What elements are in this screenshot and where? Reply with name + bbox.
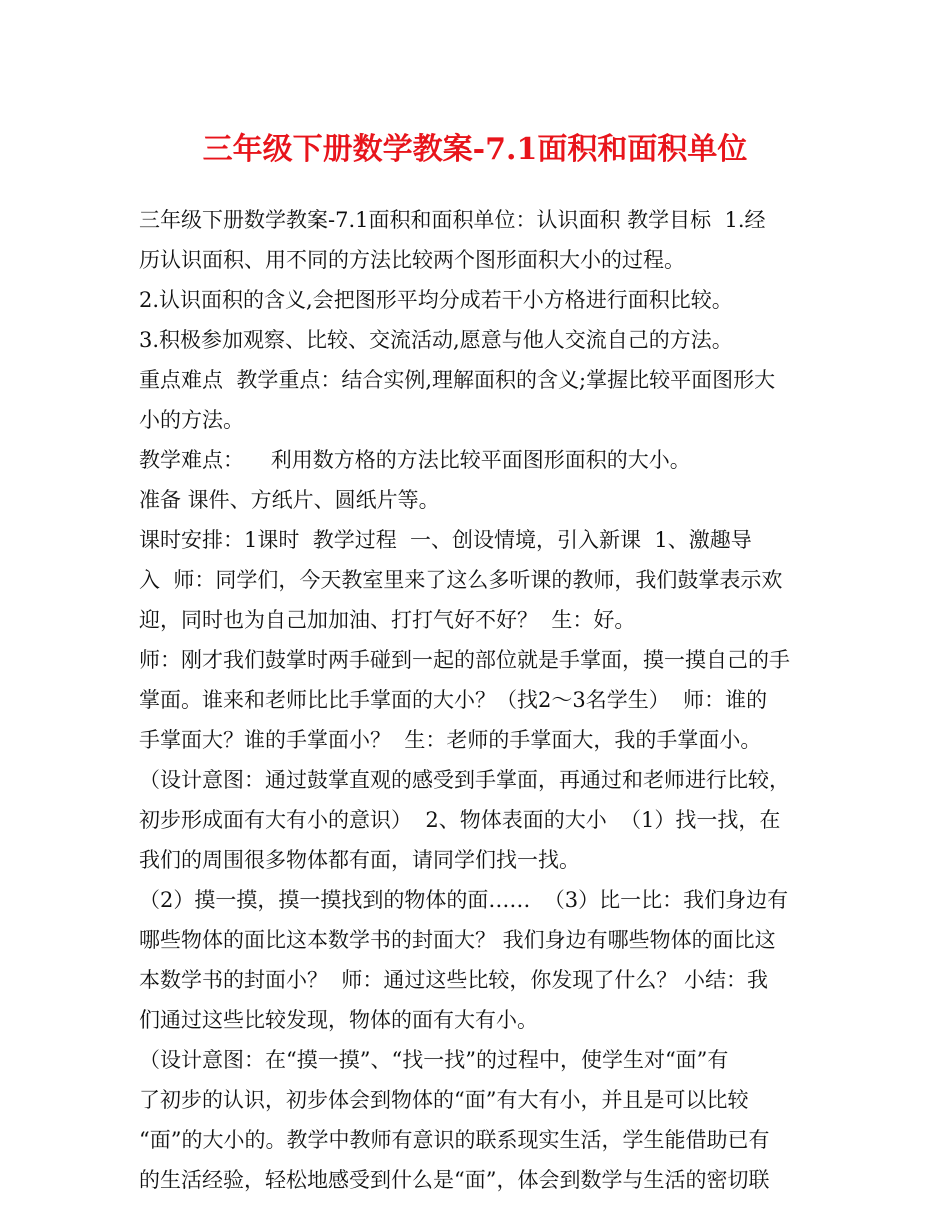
body-line: 2.认识面积的含义,会把图形平均分成若干小方格进行面积比较。 bbox=[139, 288, 733, 312]
body-line: 我们的周围很多物体都有面，请同学们找一找。 bbox=[139, 848, 580, 872]
body-line: 手掌面大？谁的手掌面小？ 生：老师的手掌面大，我的手掌面小。 bbox=[139, 728, 762, 752]
body-line: 了初步的认识，初步体会到物体的“面”有大有小，并且是可以比较 bbox=[139, 1088, 749, 1112]
body-line: 教学难点： 利用数方格的方法比较平面图形面积的大小。 bbox=[139, 448, 691, 472]
body-line: 入 师：同学们，今天教室里来了这么多听课的教师，我们鼓掌表示欢 bbox=[139, 568, 783, 592]
document-title: 三年级下册数学教案-7.1面积和面积单位 bbox=[202, 132, 748, 167]
body-line: 3.积极参加观察、比较、交流活动,愿意与他人交流自己的方法。 bbox=[139, 328, 733, 352]
body-line: 哪些物体的面比这本数学书的封面大？ 我们身边有哪些物体的面比这 bbox=[139, 928, 776, 952]
body-line: “面”的大小的。教学中教师有意识的联系现实生活，学生能借助已有 bbox=[139, 1128, 770, 1152]
body-line: 课时安排：1课时 教学过程 一、创设情境，引入新课 1、激趣导 bbox=[139, 528, 752, 552]
body-line: 师：刚才我们鼓掌时两手碰到一起的部位就是手掌面，摸一摸自己的手 bbox=[139, 648, 790, 672]
body-line: 初步形成面有大有小的意识） 2、物体表面的大小 （1）找一找，在 bbox=[139, 808, 781, 832]
body-line: 小的方法。 bbox=[139, 408, 244, 432]
body-line: 们通过这些比较发现，物体的面有大有小。 bbox=[139, 1008, 538, 1032]
body-line: 本数学书的封面小？ 师：通过这些比较，你发现了什么？ 小结：我 bbox=[139, 968, 769, 992]
body-line: 的生活经验，轻松地感受到什么是“面”，体会到数学与生活的密切联 bbox=[139, 1168, 770, 1192]
body-line: 掌面。谁来和老师比比手掌面的大小？（找2～3名学生） 师：谁的 bbox=[139, 688, 768, 712]
body-line: 历认识面积、用不同的方法比较两个图形面积大小的过程。 bbox=[139, 248, 685, 272]
body-line: 三年级下册数学教案-7.1面积和面积单位：认识面积 教学目标 1.经 bbox=[139, 208, 766, 232]
body-line: 重点难点 教学重点：结合实例,理解面积的含义;掌握比较平面图形大 bbox=[139, 368, 776, 392]
body-line: 准备 课件、方纸片、圆纸片等。 bbox=[139, 488, 440, 512]
body-line: （2）摸一摸，摸一摸找到的物体的面…… （3）比一比：我们身边有 bbox=[139, 888, 789, 912]
body-line: 迎，同时也为自己加加油、打打气好不好？ 生：好。 bbox=[139, 608, 636, 632]
body-line: （设计意图：通过鼓掌直观的感受到手掌面，再通过和老师进行比较， bbox=[139, 768, 790, 792]
document-body bbox=[139, 200, 819, 1200]
body-line: （设计意图：在“摸一摸”、“找一找”的过程中，使学生对“面”有 bbox=[139, 1048, 729, 1072]
